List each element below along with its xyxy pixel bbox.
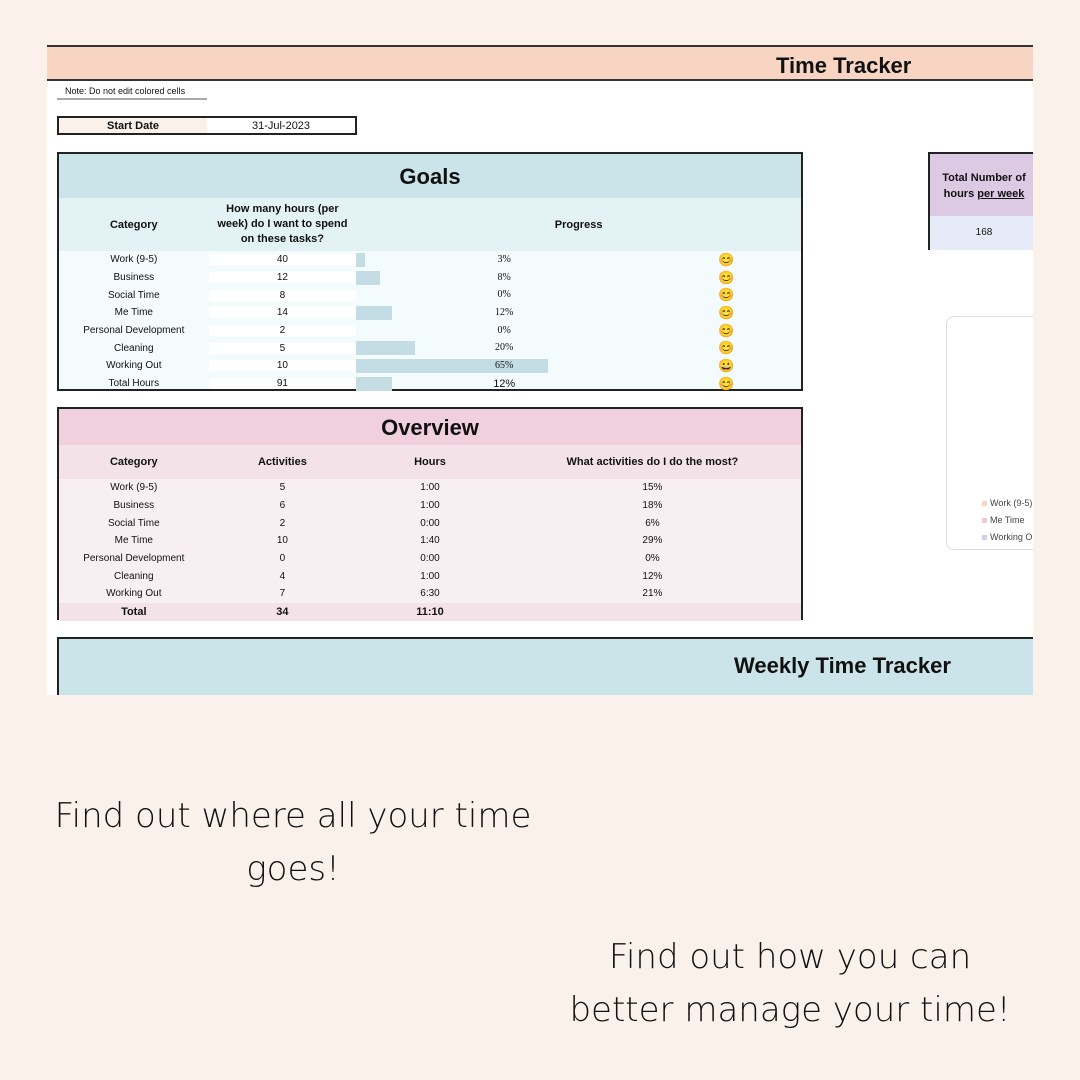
goal-hours[interactable]: 2: [209, 325, 357, 336]
goal-category: Total Hours: [108, 378, 160, 390]
goal-row: [59, 357, 801, 375]
smiley-icon: 😀: [718, 358, 735, 374]
start-date-label: Start Date: [59, 118, 207, 133]
goal-row: [59, 322, 801, 340]
overview-hours: 0:00: [420, 517, 440, 529]
progress-cell: [356, 286, 801, 304]
legend-swatch: [982, 535, 987, 540]
goal-row: [59, 304, 801, 322]
legend-swatch: [982, 501, 987, 506]
promo-left-line2: goes!: [246, 849, 340, 889]
goal-hours[interactable]: 40: [209, 254, 357, 265]
progress-percent: 12%: [495, 307, 514, 319]
goal-hours[interactable]: 8: [209, 290, 357, 301]
overview-row: [59, 550, 801, 568]
progress-cell: [356, 269, 801, 287]
overview-hours: 1:40: [420, 535, 440, 547]
goal-hours[interactable]: 91: [209, 378, 357, 389]
progress-bar: [356, 306, 391, 320]
overview-activities: 5: [279, 482, 286, 494]
start-date-value[interactable]: 31-Jul-2023: [251, 120, 311, 132]
progress-cell: [356, 304, 801, 322]
overview-row: [59, 585, 801, 603]
promo-right-line1: Find out how you can: [608, 937, 972, 977]
total-hours: 11:10: [416, 605, 444, 618]
total-label-2: hours: [943, 188, 978, 200]
progress-bar: [356, 271, 380, 285]
overview-most: 0%: [645, 553, 660, 565]
header-category: Category: [109, 456, 158, 468]
progress-percent: 3%: [497, 254, 511, 265]
legend-item: [982, 532, 1032, 542]
title-bar: [47, 45, 1033, 81]
overview-activities: 4: [279, 570, 286, 582]
overview-most: 18%: [642, 500, 663, 512]
header-activities: Activities: [257, 456, 307, 468]
progress-bar: [356, 377, 391, 391]
overview-row: [59, 567, 801, 585]
overview-hours: 1:00: [420, 570, 440, 582]
overview-hours: 1:00: [420, 500, 440, 512]
goal-row: [59, 251, 801, 269]
overview-hours: 1:00: [420, 482, 440, 494]
goal-row: [59, 375, 801, 393]
promo-left: [30, 790, 556, 896]
header-hours-goal: How many hours (per week) do I want to spend on these tasks?: [217, 203, 348, 245]
goal-hours[interactable]: 10: [209, 360, 357, 371]
overview-title: Overview: [59, 409, 801, 445]
goal-row: [59, 286, 801, 304]
overview-most: 29%: [642, 535, 663, 547]
goal-category: Social Time: [107, 289, 160, 301]
note: Note: Do not edit colored cells: [57, 83, 207, 100]
overview-category: Me Time: [114, 535, 153, 547]
overview-row: [59, 532, 801, 550]
overview-hours: 0:00: [420, 553, 440, 565]
smiley-icon: 😊: [718, 322, 735, 338]
smiley-icon: 😊: [718, 252, 735, 267]
overview-activities: 10: [276, 535, 288, 547]
overview-table: [57, 407, 803, 620]
header-most: What activities do I do the most?: [566, 456, 739, 468]
overview-activities: 0: [279, 553, 286, 565]
smiley-icon: 😊: [718, 340, 735, 356]
goal-hours[interactable]: 14: [209, 307, 357, 318]
overview-most: 21%: [642, 588, 663, 600]
sheet-title: Time Tracker: [776, 53, 912, 78]
smiley-icon: 😊: [718, 305, 735, 321]
promo-right-line2: better manage your time!: [569, 990, 1011, 1030]
progress-cell: [356, 357, 801, 375]
overview-row: [59, 479, 801, 497]
legend-label: Working O: [990, 532, 1033, 542]
total-label: Total: [121, 605, 147, 618]
start-date-field: [57, 116, 357, 135]
pie-chart-card[interactable]: [946, 316, 1033, 550]
smiley-icon: 😊: [718, 269, 735, 285]
goal-category: Cleaning: [114, 342, 154, 354]
goals-title: Goals: [59, 154, 801, 198]
goal-hours[interactable]: 12: [209, 272, 357, 283]
overview-most: 15%: [642, 482, 663, 494]
legend-item: [982, 515, 1025, 525]
smiley-icon: 😊: [718, 375, 735, 391]
legend-item: [982, 498, 1032, 508]
progress-percent: 20%: [495, 342, 514, 354]
goal-category: Business: [113, 272, 155, 284]
goal-category: Me Time: [114, 307, 153, 319]
progress-percent: 0%: [497, 324, 511, 336]
overview-row: [59, 497, 801, 515]
goal-row: [59, 339, 801, 357]
progress-bar: [356, 253, 365, 267]
spreadsheet: [47, 45, 1033, 695]
header-progress: Progress: [554, 218, 603, 231]
header-category: Category: [109, 218, 158, 231]
progress-cell: [356, 322, 801, 340]
progress-percent: 12%: [493, 377, 516, 390]
weekly-title: Weekly Time Tracker: [734, 653, 951, 678]
overview-activities: 2: [279, 517, 286, 529]
total-hours-value: 168: [930, 216, 1033, 250]
goal-category: Personal Development: [83, 325, 185, 337]
overview-most: 6%: [645, 517, 660, 529]
legend-label: Work (9-5): [990, 498, 1033, 508]
overview-category: Work (9-5): [110, 482, 158, 494]
overview-category: Working Out: [106, 588, 162, 600]
progress-percent: 0%: [497, 289, 511, 301]
total-hours-box: [928, 152, 1033, 250]
progress-cell: [356, 251, 801, 269]
promo-left-line1: Find out where all your time: [54, 796, 532, 836]
progress-percent: 65%: [495, 360, 514, 372]
overview-category: Cleaning: [114, 570, 154, 582]
legend-swatch: [982, 518, 987, 523]
progress-bar: [356, 341, 415, 355]
promo-right: [530, 931, 1050, 1037]
overview-row: [59, 514, 801, 532]
overview-activities: 6: [279, 500, 286, 512]
goal-category: Working Out: [106, 360, 162, 372]
total-label-1: Total Number of: [942, 172, 1026, 184]
header-hours: Hours: [414, 456, 446, 468]
progress-cell: [356, 375, 801, 393]
goal-row: [59, 269, 801, 287]
overview-category: Business: [113, 500, 155, 512]
overview-hours: 6:30: [420, 588, 440, 600]
goal-hours[interactable]: 5: [209, 343, 357, 354]
smiley-icon: 😊: [718, 287, 735, 303]
progress-cell: [356, 339, 801, 357]
overview-most: 12%: [642, 570, 663, 582]
progress-percent: 8%: [497, 271, 511, 283]
legend-label: Me Time: [990, 515, 1025, 525]
total-label-underline: per week: [977, 188, 1025, 200]
overview-activities: 7: [279, 588, 286, 600]
overview-total-row: [59, 603, 801, 621]
overview-category: Social Time: [107, 517, 160, 529]
goals-table: [57, 152, 803, 391]
total-activities: 34: [276, 605, 289, 618]
overview-category: Personal Development: [83, 553, 185, 565]
weekly-tracker: [57, 637, 1033, 695]
goal-category: Work (9-5): [110, 254, 158, 266]
